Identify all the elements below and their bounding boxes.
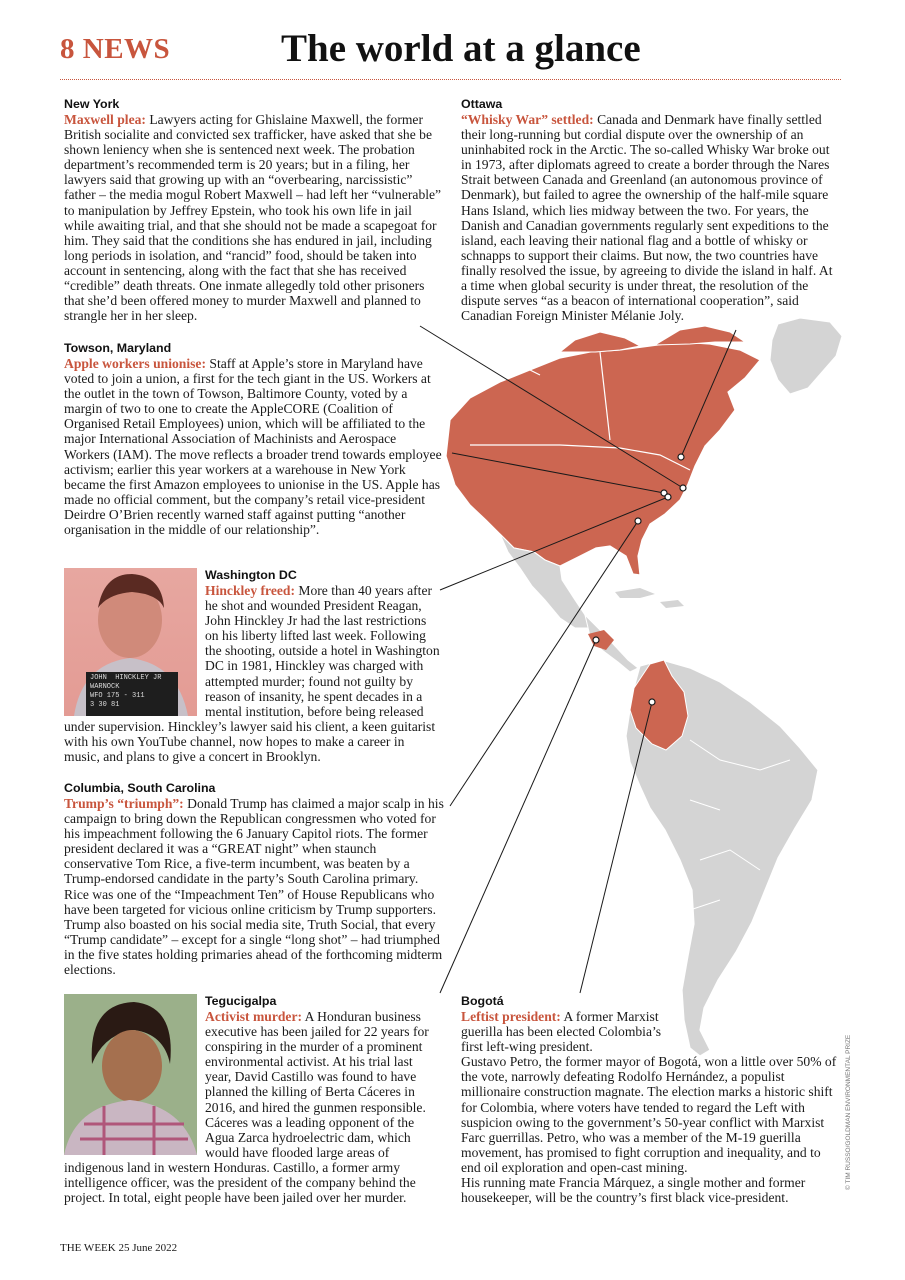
article-kicker: Hinckley freed: bbox=[205, 583, 295, 598]
article-body: Canada and Denmark have finally settled their long-running but cordial dispute over the ownership of an uninhabited rock in the Arctic. The so-called Whisky War broke out in 1973, after diplomats agreed to create a border through the Nares Strait between Canada and Greenland (an autonomous province of Denmark), but failed to agree the ownership of the half-mile square Hans Island, which lies midway between the two. For years, the Danish and Canadian governments regularly sent expeditions to the island, each leaving their national flag and a bottle of whisky or schnapps to support their claims. But now, the two countries have finally resolved the issue, by agreeing to divide the island in half. At a time when global security is under threat, the resolution of the dispute serves “as a beacon of international cooperation”, said Canadian Foreign Minister Mélanie Joly. bbox=[461, 112, 833, 324]
placard-line: JOHN bbox=[90, 674, 107, 682]
article-body: Donald Trump has claimed a major scalp in his campaign to bring down the Republican congressmen who voted for his impeachment following the 6 January Capitol riots. The former president declared it was a “GREAT night” when staunch conservative Tom Rice, a five-term incumbent, was beaten by a Trump-endorsed candidate in the party’s South Carolina primary. Rice was one of the “Impeachment Ten” of House Republicans who have been targeted for vicious online criticism by Trump supporters. Trump also boasted on his social media site, Truth Social, that every “Trump candidate” – except for a single “long shot” – had triumphed in the five states holding primaries ahead of the forthcoming midterm elections. bbox=[64, 796, 444, 978]
placard-line: WFO 175 - 311 bbox=[90, 692, 145, 700]
greenland-shape bbox=[770, 318, 842, 394]
article-kicker: Leftist president: bbox=[461, 1009, 561, 1024]
article-place: New York bbox=[64, 97, 120, 111]
article-place: Ottawa bbox=[461, 97, 503, 111]
article-kicker: “Whisky War” settled: bbox=[461, 112, 594, 127]
article-body: A former Marxist guerilla has been elected Colombia’s first left-wing president. bbox=[461, 1009, 662, 1055]
article-kicker: Activist murder: bbox=[205, 1009, 303, 1024]
article-intro bbox=[461, 1009, 671, 1054]
caribbean-shape bbox=[615, 588, 684, 608]
article-tegucigalpa bbox=[64, 994, 442, 1205]
page-title: The world at a glance bbox=[281, 27, 641, 70]
article-body: His running mate Francia Márquez, a single mother and former housekeeper, will be the country’s first black vice-president. bbox=[461, 1175, 806, 1206]
article-kicker: Trump’s “triumph”: bbox=[64, 796, 184, 811]
article-text bbox=[64, 112, 444, 323]
article-text bbox=[64, 796, 444, 977]
article-washington bbox=[64, 568, 442, 764]
dot-tegucigalpa bbox=[593, 637, 599, 643]
article-towson bbox=[64, 341, 442, 537]
article-body: Gustavo Petro, the former mayor of Bogotá, won a little over 50% of the vote, narrowly defeating Rodolfo Hernández, a populist millionaire construction magnate. The election marks a historic shift for Colombia, where voters have tended to regard the Left with suspicion owing to the government’s 50-year conflict with Marxist Farc guerrillas. Petro, who was a member of the M-19 guerilla movement, has promised to fight corruption and inequality, and to end oil exploration and open-cast mining. bbox=[461, 1054, 837, 1175]
article-kicker: Maxwell plea: bbox=[64, 112, 146, 127]
article-text bbox=[461, 112, 841, 323]
article-body: Lawyers acting for Ghislaine Maxwell, the former British socialite and convicted sex trafficker, have asked that she be shown leniency when she is sentenced next week. The probation department’s recommended term is 20 years; but in a filing, her lawyers said that growing up with an “overbearing, narcissistic” father – the media mogul Robert Maxwell – had left her “vulnerable” to manipulation by Jeffrey Epstein, who took his own life in jail while awaiting trial, and that she should not be made a scapegoat for him. They said that the conditions she has endured in jail, including long periods in isolation, and “rancid” food, should be taken into account in sentencing, along with the fact that she has received “credible” death threats. One inmate allegedly told other prisoners that she’d been offered money to murder Maxwell and planned to strangle her in her sleep. bbox=[64, 112, 442, 324]
article-body: Staff at Apple’s store in Maryland have voted to join a union, a first for the tech giant in the US. Workers at the outlet in the town of Towson, Baltimore County, voted by a margin of two to one to create the AppleCORE (Coalition of Organised Retail Employees) union, which will be affiliated to the major International Association of Machinists and Aerospace Workers (IAM). The move reflects a broader trend towards employee activism; earlier this year workers at a warehouse in New York became the first Amazon employees to unionise in the US. Apple has made no official comment, but the company’s retail vice-president Deirdre O’Brien recently warned staff against putting “another organisation in the middle of our relationship”. bbox=[64, 356, 442, 538]
placard-line: WARNOCK bbox=[90, 683, 120, 691]
photo-credit: © TIM RUSSO/GOLDMAN ENVIRONMENTAL PRIZE bbox=[845, 1034, 852, 1190]
placard-line: HINCKLEY JR bbox=[115, 674, 162, 682]
article-place: Bogotá bbox=[461, 994, 504, 1008]
dot-washington bbox=[665, 494, 671, 500]
article-place: Towson, Maryland bbox=[64, 341, 172, 355]
dot-bogota bbox=[649, 699, 655, 705]
footer-issue: THE WEEK 25 June 2022 bbox=[60, 1242, 178, 1254]
dot-columbia bbox=[635, 518, 641, 524]
header-rule bbox=[60, 79, 841, 80]
article-text bbox=[64, 356, 442, 537]
article-ottawa bbox=[461, 97, 841, 323]
article-place: Tegucigalpa bbox=[205, 994, 277, 1008]
dot-new-york bbox=[680, 485, 686, 491]
article-columbia bbox=[64, 781, 444, 977]
article-bogota bbox=[461, 994, 841, 1205]
article-kicker: Apple workers unionise: bbox=[64, 356, 206, 371]
article-place: Columbia, South Carolina bbox=[64, 781, 216, 795]
article-body: A Honduran business executive has been jailed for 22 years for conspiring in the murder of a prominent environmental activist. At his trial last year, David Castillo was found to have planned the killing of Berta Cáceres in 2016, and hired the gunmen responsible. Cáceres was a leading opponent of the Agua Zarca hydroelectric dam, which would have flooded large areas of indigenous land in western Honduras. Castillo, a former army intelligence officer, was the president of the company behind the project. In total, eight people have been jailed over her murder. bbox=[64, 1009, 429, 1206]
article-place: Washington DC bbox=[205, 568, 297, 582]
article-new-york bbox=[64, 97, 444, 323]
page-number: 8 NEWS bbox=[60, 33, 171, 65]
article-body: More than 40 years after he shot and wounded President Reagan, John Hinckley Jr had the last restrictions on his liberty lifted last week. Following the shooting, outside a hotel in Washington DC in 1981, Hinckley was charged with attempted murder; found not guilty by reason of insanity, he spent decades in a mental institution, before being released under supervision. Hinckley’s lawyer said his client, a keen guitarist with his own YouTube channel, now hopes to make a career in music, and plans to give a concert in Brooklyn. bbox=[64, 583, 440, 765]
dot-ottawa bbox=[678, 454, 684, 460]
placard-line: 3 30 81 bbox=[90, 701, 120, 709]
